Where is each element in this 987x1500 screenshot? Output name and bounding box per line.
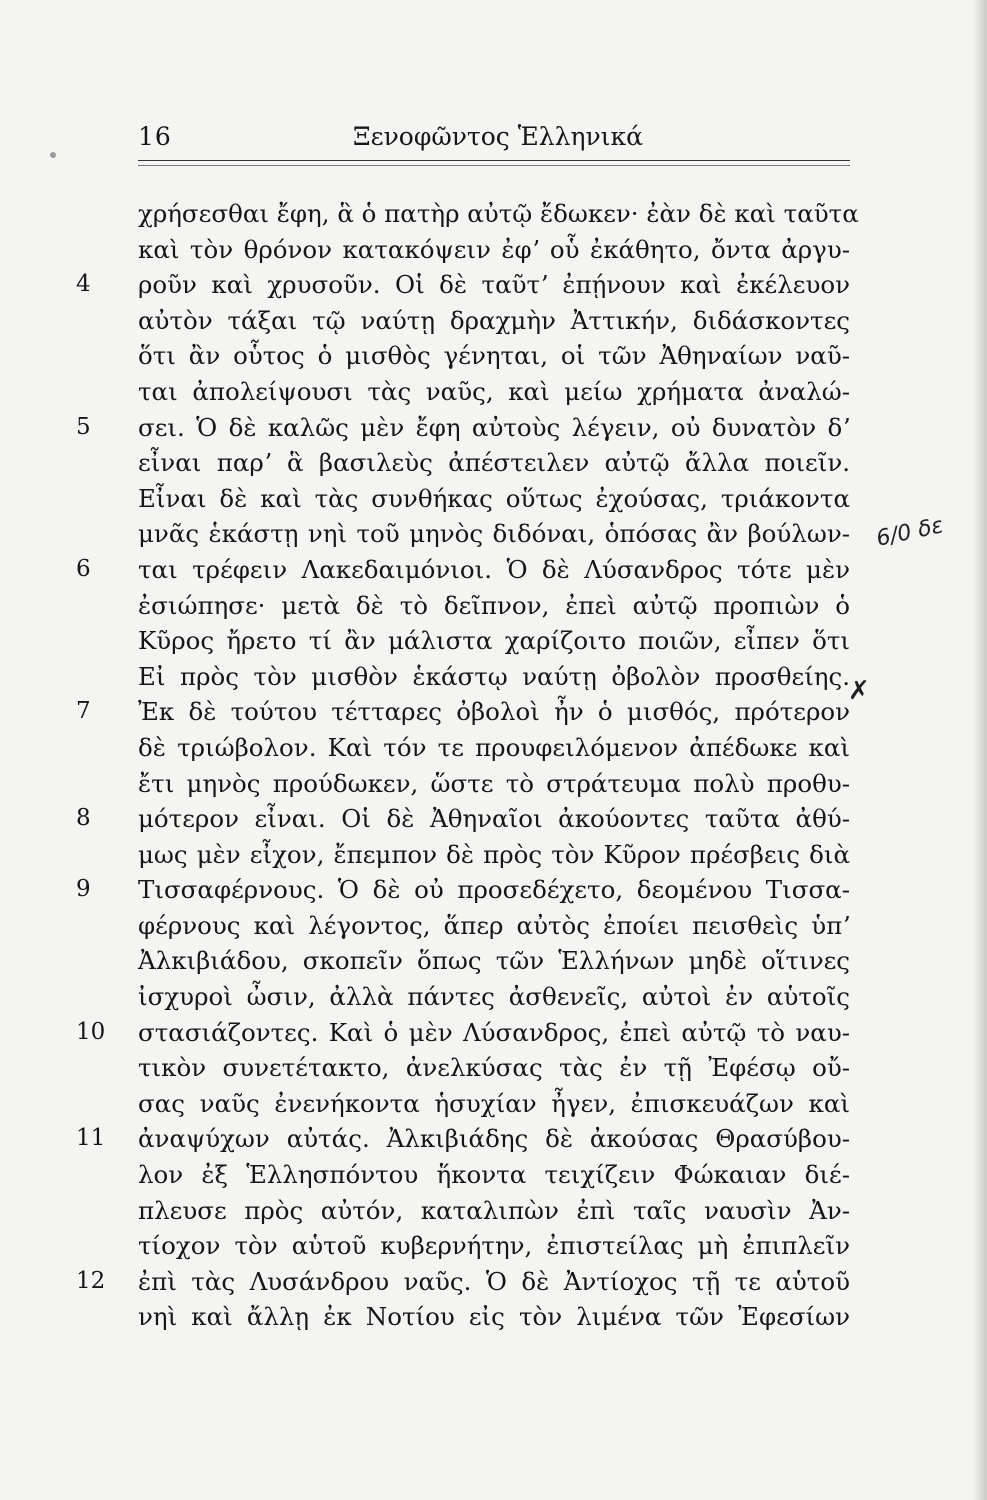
text-line bbox=[138, 1228, 850, 1264]
text-line bbox=[138, 196, 859, 232]
text-line bbox=[138, 766, 850, 802]
text-line bbox=[138, 374, 850, 410]
ink-dot bbox=[50, 152, 56, 158]
text-line bbox=[138, 1050, 850, 1086]
section-number: 8 bbox=[76, 805, 91, 832]
line-text: φέρνους καὶ λέγοντος, ἅπερ αὐτὸς ἐποίει πεισθεὶς ὑπʼ bbox=[138, 910, 850, 940]
body-text bbox=[76, 196, 859, 1335]
line-text: τίοχον τὸν αὑτοῦ κυβερνήτην, ἐπιστείλας μὴ ἐπιπλεῖν bbox=[138, 1231, 850, 1261]
text-line bbox=[138, 1086, 850, 1122]
text-line bbox=[76, 552, 850, 588]
line-text: δὲ τριώβολον. Καὶ τόν τε προυφειλόμενον ἀπέδωκε καὶ bbox=[138, 732, 850, 762]
section-number: 4 bbox=[76, 271, 91, 298]
text-line bbox=[138, 588, 850, 624]
line-text: τικὸν συνετέτακτο, ἀνελκύσας τὰς ἐν τῇ Ἐφέσῳ οὔ- bbox=[138, 1053, 850, 1083]
text-line bbox=[138, 1299, 850, 1335]
text-line bbox=[138, 303, 850, 339]
line-text: καὶ τὸν θρόνον κατακόψειν ἐφʼ οὗ ἐκάθητο, ὄντα ἀργυ- bbox=[138, 234, 850, 264]
line-text: στασιάζοντες. Καὶ ὁ μὲν Λύσανδρος, ἐπεὶ αὐτῷ τὸ ναυ- bbox=[138, 1017, 850, 1047]
page-number: 16 bbox=[138, 122, 172, 151]
text-line bbox=[138, 979, 850, 1015]
line-text: Τισσαφέρνους. Ὁ δὲ οὐ προσεδέχετο, δεομένου Τισσα- bbox=[138, 875, 850, 905]
line-text: λον ἐξ Ἑλλησπόντου ἥκοντα τειχίζειν Φώκαιαν διέ- bbox=[138, 1160, 850, 1190]
text-line bbox=[138, 1157, 850, 1193]
text-line bbox=[138, 1193, 850, 1229]
line-text: Εἰ πρὸς τὸν μισθὸν ἑκάστῳ ναύτῃ ὀβολὸν προσθείης. bbox=[138, 661, 850, 691]
running-title: Ξενοφῶντος Ἑλληνικά bbox=[353, 122, 643, 151]
text-line bbox=[76, 1121, 850, 1157]
header-rule-thin bbox=[138, 165, 850, 166]
page-edge-shadow bbox=[973, 0, 987, 1500]
text-line bbox=[138, 338, 850, 374]
text-line bbox=[138, 481, 850, 517]
text-line bbox=[138, 908, 850, 944]
section-number: 5 bbox=[76, 413, 91, 440]
line-text: αὐτὸν τάξαι τῷ ναύτῃ δραχμὴν Ἀττικήν, διδάσκοντες bbox=[138, 305, 850, 335]
line-text: μότερον εἶναι. Οἱ δὲ Ἀθηναῖοι ἀκούοντες ταῦτα ἀθύ- bbox=[138, 804, 850, 834]
text-line bbox=[138, 659, 850, 695]
text-line bbox=[76, 1015, 850, 1051]
line-text: Εἶναι δὲ καὶ τὰς συνθήκας οὕτως ἐχούσας, τριάκοντα bbox=[138, 483, 850, 513]
section-number: 7 bbox=[76, 698, 91, 725]
text-line bbox=[138, 232, 850, 268]
line-text: ὅτι ἂν οὗτος ὁ μισθὸς γένηται, οἱ τῶν Ἀθηναίων ναῦ- bbox=[138, 341, 850, 371]
text-line bbox=[76, 267, 850, 303]
line-text: μως μὲν εἶχον, ἔπεμπον δὲ πρὸς τὸν Κῦρον πρέσβεις διὰ bbox=[138, 839, 850, 869]
section-number: 6 bbox=[76, 555, 91, 582]
line-text: ἐπὶ τὰς Λυσάνδρου ναῦς. Ὁ δὲ Ἀντίοχος τῇ τε αὑτοῦ bbox=[138, 1266, 850, 1296]
header-rule bbox=[138, 160, 850, 161]
line-text: σας ναῦς ἐνενήκοντα ἡσυχίαν ἦγεν, ἐπισκευάζων καὶ bbox=[138, 1088, 850, 1118]
text-line bbox=[138, 516, 850, 552]
text-line bbox=[138, 445, 850, 481]
line-text: ἀναψύχων αὐτάς. Ἀλκιβιάδης δὲ ἀκούσας Θρασύβου- bbox=[138, 1124, 850, 1154]
line-text: Κῦρος ἤρετο τί ἂν μάλιστα χαρίζοιτο ποιῶν, εἶπεν ὅτι bbox=[138, 626, 850, 656]
text-line bbox=[76, 694, 850, 730]
line-text: ται τρέφειν Λακεδαιμόνιοι. Ὁ δὲ Λύσανδρος τότε μὲν bbox=[138, 554, 850, 584]
line-text: σει. Ὁ δὲ καλῶς μὲν ἔφη αὐτοὺς λέγειν, οὐ δυνατὸν δʼ bbox=[138, 412, 850, 442]
section-number: 10 bbox=[76, 1018, 106, 1045]
text-line bbox=[138, 730, 850, 766]
line-text: ροῦν καὶ χρυσοῦν. Οἱ δὲ ταῦτʼ ἐπῄνουν καὶ ἐκέλευον bbox=[138, 270, 850, 300]
line-text: εἶναι παρʼ ἃ βασιλεὺς ἀπέστειλεν αὐτῷ ἄλλα ποιεῖν. bbox=[138, 448, 850, 478]
line-text: νηὶ καὶ ἄλλῃ ἐκ Νοτίου εἰς τὸν λιμένα τῶν Ἐφεσίων bbox=[138, 1302, 850, 1332]
text-line bbox=[76, 801, 850, 837]
section-number: 12 bbox=[76, 1267, 106, 1294]
line-text: μνᾶς ἑκάστῃ νηὶ τοῦ μηνὸς διδόναι, ὁπόσας ἂν βούλων- bbox=[138, 519, 850, 549]
text-line bbox=[76, 410, 850, 446]
line-text: ἔτι μηνὸς προύδωκεν, ὥστε τὸ στράτευμα πολὺ προθυ- bbox=[138, 768, 850, 798]
handwritten-margin-note: 6/0 δε bbox=[874, 513, 946, 552]
text-line bbox=[76, 872, 850, 908]
text-line bbox=[138, 623, 850, 659]
section-number: 11 bbox=[76, 1125, 106, 1152]
line-text: ἰσχυροὶ ὦσιν, ἀλλὰ πάντες ἀσθενεῖς, αὐτοὶ ἐν αὑτοῖς bbox=[138, 982, 850, 1012]
line-text: Ἀλκιβιάδου, σκοπεῖν ὅπως τῶν Ἑλλήνων μηδὲ οἵτινες bbox=[138, 946, 850, 976]
page-header bbox=[138, 116, 850, 160]
line-text: χρήσεσθαι ἔφη, ἃ ὁ πατὴρ αὐτῷ ἔδωκεν· ἐὰν δὲ καὶ ταῦτα bbox=[138, 199, 859, 228]
text-line bbox=[138, 943, 850, 979]
text-line bbox=[138, 837, 850, 873]
handwritten-cross-mark: ✗ bbox=[848, 676, 870, 706]
text-line bbox=[76, 1264, 850, 1300]
line-text: ἐσιώπησε· μετὰ δὲ τὸ δεῖπνον, ἐπεὶ αὐτῷ προπιὼν ὁ bbox=[138, 590, 850, 620]
section-number: 9 bbox=[76, 876, 91, 903]
line-text: ται ἀπολείψουσι τὰς ναῦς, καὶ μείω χρήματα ἀναλώ- bbox=[138, 376, 850, 406]
line-text: πλευσε πρὸς αὐτόν, καταλιπὼν ἐπὶ ταῖς ναυσὶν Ἀν- bbox=[138, 1195, 850, 1225]
line-text: Ἐκ δὲ τούτου τέτταρες ὀβολοὶ ἦν ὁ μισθός, πρότερον bbox=[138, 697, 850, 727]
